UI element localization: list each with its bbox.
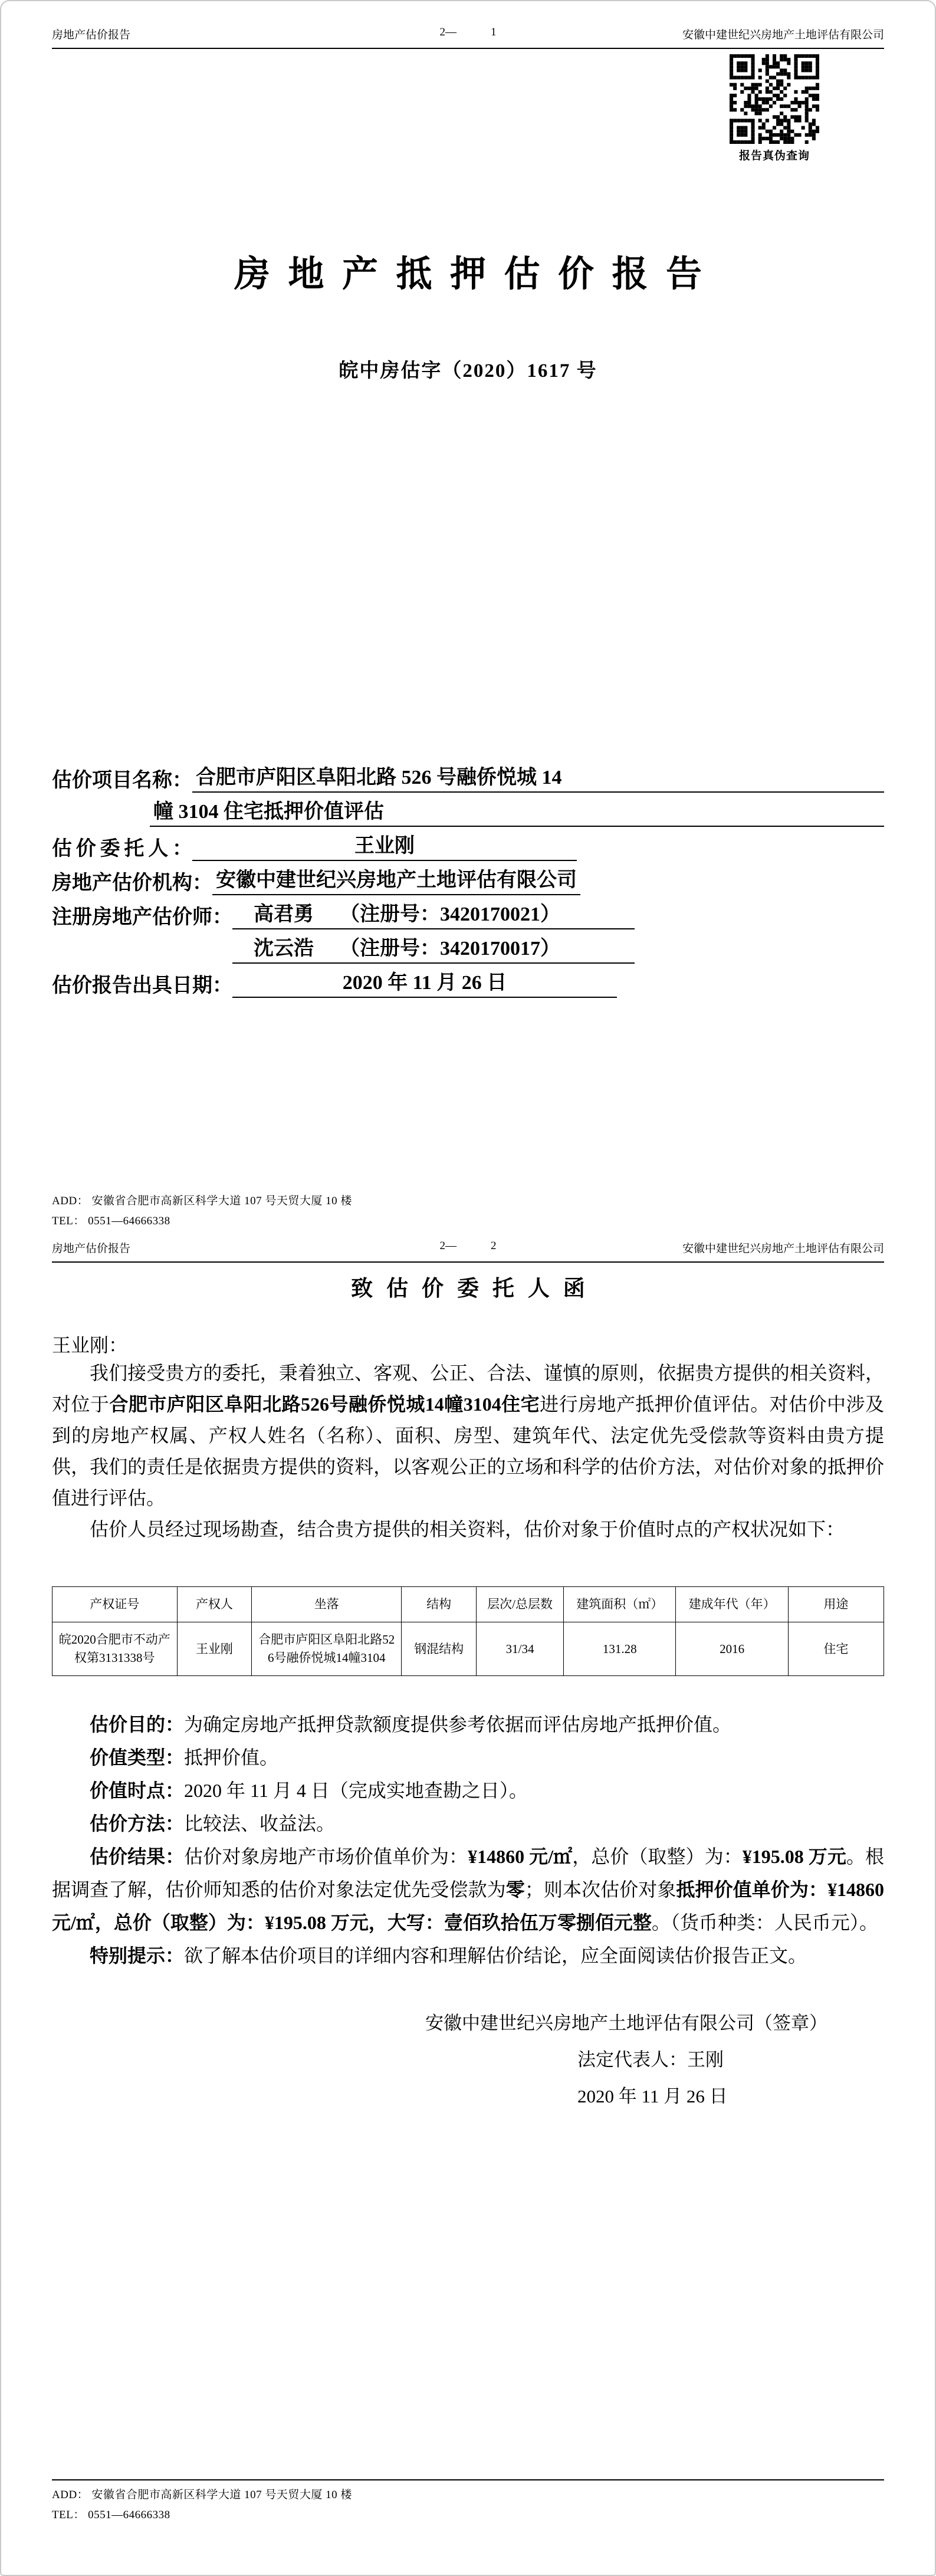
col-use: 用途 bbox=[788, 1587, 884, 1622]
field-value: 幢 3104 住宅抵押价值评估 bbox=[150, 795, 884, 827]
appraiser-license: （注册号：3420170017） bbox=[340, 938, 560, 960]
field-agency bbox=[52, 861, 884, 895]
table-header-row bbox=[52, 1587, 884, 1622]
field-project-name bbox=[52, 758, 884, 793]
col-floor: 层次/总层数 bbox=[477, 1587, 564, 1622]
footer-tel: TEL： 0551—64666338 bbox=[52, 1215, 170, 1227]
col-owner: 产权人 bbox=[177, 1587, 252, 1622]
cell-location: 合肥市庐阳区阜阳北路526号融侨悦城14幢3104 bbox=[252, 1622, 402, 1676]
letter-title: 致估价委托人函 bbox=[351, 1277, 599, 1301]
col-area: 建筑面积（㎡） bbox=[564, 1587, 676, 1622]
field-value: 2020 年 11 月 26 日 bbox=[232, 966, 617, 998]
header-page-indicator bbox=[440, 1240, 497, 1253]
header-company: 安徽中建世纪兴房地产土地评估有限公司 bbox=[682, 1243, 884, 1255]
report-number: 皖中房估字（2020）1617 号 bbox=[339, 360, 597, 382]
letter-body bbox=[52, 1266, 884, 2115]
cell-floor: 31/34 bbox=[477, 1622, 564, 1676]
page2-header bbox=[52, 1240, 884, 1263]
signature-block bbox=[425, 2005, 827, 2115]
field-project-name-line2 bbox=[52, 793, 884, 827]
field-client bbox=[52, 827, 884, 861]
cell-owner: 王业刚 bbox=[177, 1622, 252, 1676]
header-page-number: 1 bbox=[491, 26, 497, 38]
col-structure: 结构 bbox=[402, 1587, 477, 1622]
item-value-date: 价值时点：2020 年 11 月 4 日（完成实地查勘之日）。 bbox=[90, 1780, 528, 1801]
qr-verification bbox=[730, 54, 819, 163]
header-company: 安徽中建世纪兴房地产土地评估有限公司 bbox=[682, 29, 884, 41]
cell-year-built: 2016 bbox=[676, 1622, 788, 1676]
header-doc-label: 房地产估价报告 bbox=[52, 29, 131, 41]
table-row bbox=[52, 1622, 884, 1676]
item-special-notice: 特别提示：欲了解本估价项目的详细内容和理解估价结论，应全面阅读估价报告正文。 bbox=[90, 1945, 807, 1966]
footer-tel: TEL： 0551—64666338 bbox=[52, 2509, 170, 2521]
valuation-items bbox=[52, 1708, 884, 1972]
header-page-indicator bbox=[440, 26, 497, 39]
field-value: 合肥市庐阳区阜阳北路 526 号融侨悦城 14 bbox=[192, 761, 884, 793]
cell-area: 131.28 bbox=[564, 1622, 676, 1676]
letter-salutation: 王业刚： bbox=[52, 1335, 128, 1356]
field-label: 估价委托人： bbox=[52, 838, 192, 860]
field-appraiser-2 bbox=[52, 929, 884, 964]
item-purpose: 估价目的：为确定房地产抵押贷款额度提供参考依据而评估房地产抵押价值。 bbox=[90, 1714, 732, 1735]
page1-header bbox=[52, 26, 884, 49]
field-appraiser-1 bbox=[52, 895, 884, 929]
footer-address: ADD： 安徽省合肥市高新区科学大道 107 号天贸大厦 10 楼 bbox=[52, 2489, 352, 2501]
field-label: 房地产估价机构： bbox=[52, 872, 212, 894]
field-value bbox=[232, 932, 635, 964]
ownership-table bbox=[52, 1586, 884, 1676]
header-doc-label: 房地产估价报告 bbox=[52, 1243, 131, 1255]
appraiser-license: （注册号：3420170021） bbox=[340, 903, 560, 925]
appraiser-name: 高君勇 bbox=[254, 903, 314, 925]
col-year-built: 建成年代（年） bbox=[676, 1587, 788, 1622]
signature-date: 2020 年 11 月 26 日 bbox=[577, 2086, 728, 2107]
field-label: 估价项目名称： bbox=[52, 770, 192, 791]
qr-caption: 报告真伪查询 bbox=[738, 150, 810, 162]
cell-certificate-no: 皖2020合肥市不动产权第3131338号 bbox=[52, 1622, 178, 1676]
qr-code-icon bbox=[730, 54, 819, 144]
field-label: 估价报告出具日期： bbox=[52, 975, 232, 997]
page2-footer bbox=[52, 2479, 884, 2525]
header-pages-total: 2— bbox=[439, 26, 456, 38]
field-value: 王业刚 bbox=[192, 829, 577, 861]
signature-legal-rep: 法定代表人：王刚 bbox=[577, 2049, 724, 2070]
col-location: 坐落 bbox=[252, 1587, 402, 1622]
report-title: 房地产抵押估价报告 bbox=[234, 255, 720, 294]
signature-company: 安徽中建世纪兴房地产土地评估有限公司（签章） bbox=[425, 2013, 827, 2033]
col-certificate-no: 产权证号 bbox=[52, 1587, 178, 1622]
page1-footer bbox=[52, 1191, 884, 1231]
item-method: 估价方法：比较法、收益法。 bbox=[90, 1813, 336, 1834]
field-report-date bbox=[52, 964, 884, 998]
cover-form bbox=[52, 758, 884, 998]
paragraph-survey: 估价人员经过现场勘查，结合贵方提供的相关资料，估价对象于价值时点的产权状况如下： bbox=[90, 1519, 845, 1540]
field-label: 注册房地产估价师： bbox=[52, 906, 232, 928]
paragraph-intro: 我们接受贵方的委托，秉着独立、客观、公正、合法、谨慎的原则，依据贵方提供的相关资料，对位于合肥市庐阳区阜阳北路526号融侨悦城14幢3104住宅进行房地产抵押价值评估。对估价中涉及到的房地产权属、产权人姓名（名称）、面积、房型、建筑年代、法定优先受偿款等资料由贵方提供，我们的责任是依据贵方提供的资料，以客观公正的立场和科学的估价方法，对估价对象的抵押价值进行评估。 bbox=[52, 1362, 884, 1509]
header-pages-total: 2— bbox=[439, 1240, 456, 1252]
item-value-type: 价值类型：抵押价值。 bbox=[90, 1747, 279, 1768]
item-result: 估价结果：估价对象房地产市场价值单价为：¥14860 元/㎡，总价（取整）为：¥195.08 万元。根据调查了解，估价师知悉的估价对象法定优先受偿款为零；则本次估价对象抵押价值单价为：¥14860 元/㎡，总价（取整）为：¥195.08 万元，大写：壹佰玖拾伍万零捌佰元整。（货币种类：人民币元）。 bbox=[52, 1846, 884, 1933]
footer-address: ADD： 安徽省合肥市高新区科学大道 107 号天贸大厦 10 楼 bbox=[52, 1195, 352, 1207]
field-value: 安徽中建世纪兴房地产土地评估有限公司 bbox=[212, 863, 580, 895]
cell-use: 住宅 bbox=[788, 1622, 884, 1676]
appraiser-name: 沈云浩 bbox=[254, 938, 314, 960]
header-page-number: 2 bbox=[491, 1240, 497, 1252]
field-value bbox=[232, 898, 635, 929]
cell-structure: 钢混结构 bbox=[402, 1622, 477, 1676]
